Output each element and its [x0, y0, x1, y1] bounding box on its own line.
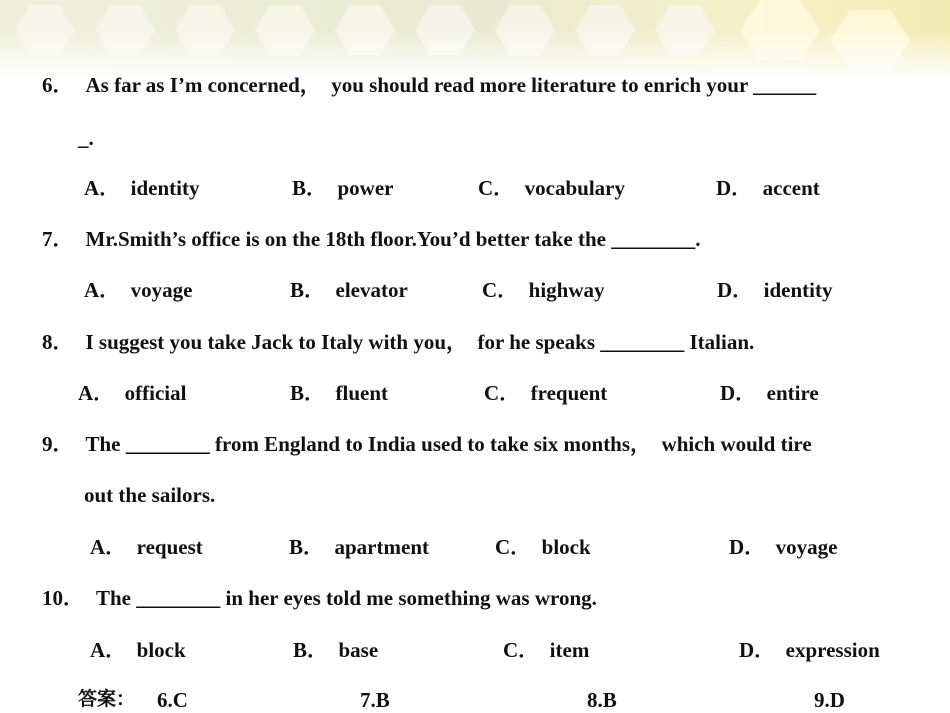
option-b: B． fluent: [290, 381, 389, 405]
option-a: A． block: [90, 638, 186, 662]
option-b: B． apartment: [289, 535, 429, 559]
option-d: D． accent: [716, 176, 820, 200]
option-a: A． request: [90, 535, 203, 559]
question-9-line1: [42, 434, 812, 455]
option-b: B． elevator: [290, 278, 408, 302]
option-c: C． block: [495, 535, 591, 559]
question-text: The ________ from England to India used to take six months， which would tire: [85, 432, 812, 456]
question-7-line1: [42, 229, 701, 250]
question-number: 7．: [42, 227, 74, 251]
option-d: D． expression: [739, 638, 880, 662]
answer-label: 答案：: [78, 688, 136, 710]
option-d: D． entire: [720, 381, 819, 405]
option-b: B． base: [293, 638, 379, 662]
option-a: A． identity: [84, 176, 200, 200]
option-d: D． voyage: [729, 535, 838, 559]
decorative-header-banner: [0, 0, 950, 78]
option-c: C． frequent: [484, 381, 608, 405]
question-number: 6．: [42, 73, 74, 97]
hexagon-pattern-icon: [0, 0, 950, 78]
question-text: Mr.Smith’s office is on the 18th floor.You’d better take the ________.: [85, 227, 701, 251]
option-a: A． voyage: [84, 278, 193, 302]
answer-item: 8.B: [587, 688, 617, 712]
option-c: C． vocabulary: [478, 176, 625, 200]
question-10-line1: [42, 588, 597, 609]
option-a: A． official: [78, 381, 187, 405]
question-text: The ________ in her eyes told me something was wrong.: [96, 586, 597, 610]
answer-item: 7.B: [360, 688, 390, 712]
answer-item: 6.C: [157, 688, 188, 712]
question-6-line2: _.: [78, 126, 94, 150]
question-6-line1: [42, 75, 816, 96]
question-number: 10．: [42, 586, 84, 610]
question-number: 9．: [42, 432, 74, 456]
question-text: I suggest you take Jack to Italy with you， for he speaks ________ Italian.: [85, 330, 755, 354]
option-c: C． highway: [482, 278, 605, 302]
answer-item: 9.D: [814, 688, 845, 712]
option-d: D． identity: [717, 278, 833, 302]
question-text: As far as I’m concerned， you should read more literature to enrich your ______: [85, 73, 817, 97]
option-c: C． item: [503, 638, 590, 662]
question-number: 8．: [42, 330, 74, 354]
question-9-line2: out the sailors.: [84, 483, 216, 507]
option-b: B． power: [292, 176, 394, 200]
question-8-line1: [42, 332, 754, 353]
